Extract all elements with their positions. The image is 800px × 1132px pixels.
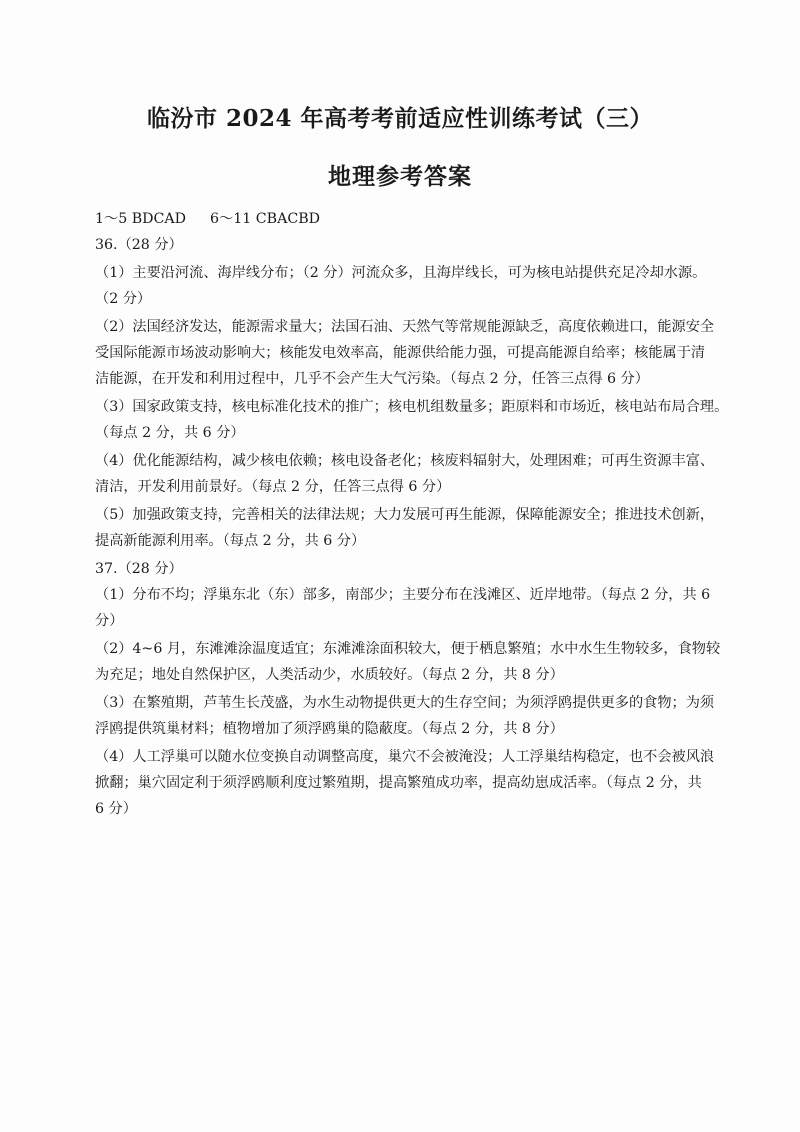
q37-line: 掀翻；巢穴固定利于须浮鸥顺利度过繁殖期，提高繁殖成功率，提高幼崽成活率。（每点 2 分，共	[95, 775, 702, 791]
q36-line: （每点 2 分，共 6 分）	[95, 425, 245, 441]
q36-line: （2 分）	[95, 291, 152, 307]
page-title: 临汾市 2024 年高考考前适应性训练考试（三）	[146, 105, 654, 132]
q37-line: 为充足；地处自然保护区，人类活动少，水质较好。（每点 2 分，共 8 分）	[95, 667, 564, 683]
q36-line: 受国际能源市场波动影响大；核能发电效率高，能源供给能力强，可提高能源自给率；核能属于清	[95, 345, 706, 361]
q37-line: 浮鸥提供筑巢材料；植物增加了须浮鸥巢的隐蔽度。（每点 2 分，共 8 分）	[95, 721, 564, 737]
q37-line: 6 分）	[95, 801, 137, 817]
q37-line: （2）4~6 月，东滩滩涂温度适宜；东滩滩涂面积较大，便于栖息繁殖；水中水生生物较多，食物较	[95, 641, 721, 657]
q37-line: （4）人工浮巢可以随水位变换自动调整高度，巢穴不会被淹没；人工浮巢结构稳定，也不会被风浪	[95, 749, 715, 765]
q37-line: 分）	[95, 613, 124, 629]
q36-heading: 36.（28 分）	[95, 237, 183, 253]
answer-content	[95, 206, 729, 822]
q36-line: 清洁，开发利用前景好。（每点 2 分，任答三点得 6 分）	[95, 479, 451, 495]
q36-line: （3）国家政策支持，核电标准化技术的推广；核电机组数量多；距原料和市场近，核电站布局合理。	[95, 399, 729, 415]
q36-line: 提高新能源利用率。（每点 2 分，共 6 分）	[95, 533, 366, 549]
mc-answers-6-11: 6～11 CBACBD	[210, 211, 320, 227]
q36-line: 洁能源，在开发和利用过程中，几乎不会产生大气污染。（每点 2 分，任答三点得 6 分）	[95, 371, 649, 387]
q36-line: （5）加强政策支持，完善相关的法律法规；大力发展可再生能源，保障能源安全；推进技术创新，	[95, 507, 715, 523]
page-subtitle: 地理参考答案	[328, 163, 472, 190]
q36-line: （4）优化能源结构，减少核电依赖；核电设备老化；核废料辐射大，处理困难；可再生资源丰富、	[95, 453, 715, 469]
q36-line: （2）法国经济发达，能源需求量大；法国石油、天然气等常规能源缺乏，高度依赖进口，能源安全	[95, 319, 715, 335]
q36-line: （1）主要沿河流、海岸线分布；（2 分）河流众多，且海岸线长，可为核电站提供充足冷却水源。	[95, 265, 707, 281]
q37-line: （1）分布不均；浮巢东北（东）部多，南部少；主要分布在浅滩区、近岸地带。（每点 2 分，共 6	[95, 587, 711, 603]
q37-line: （3）在繁殖期，芦苇生长茂盛，为水生动物提供更大的生存空间；为须浮鸥提供更多的食物；为须	[95, 695, 715, 711]
q37-heading: 37.（28 分）	[95, 561, 183, 577]
multiple-choice-answers	[95, 206, 707, 232]
mc-answers-1-5: 1～5 BDCAD	[95, 211, 187, 227]
